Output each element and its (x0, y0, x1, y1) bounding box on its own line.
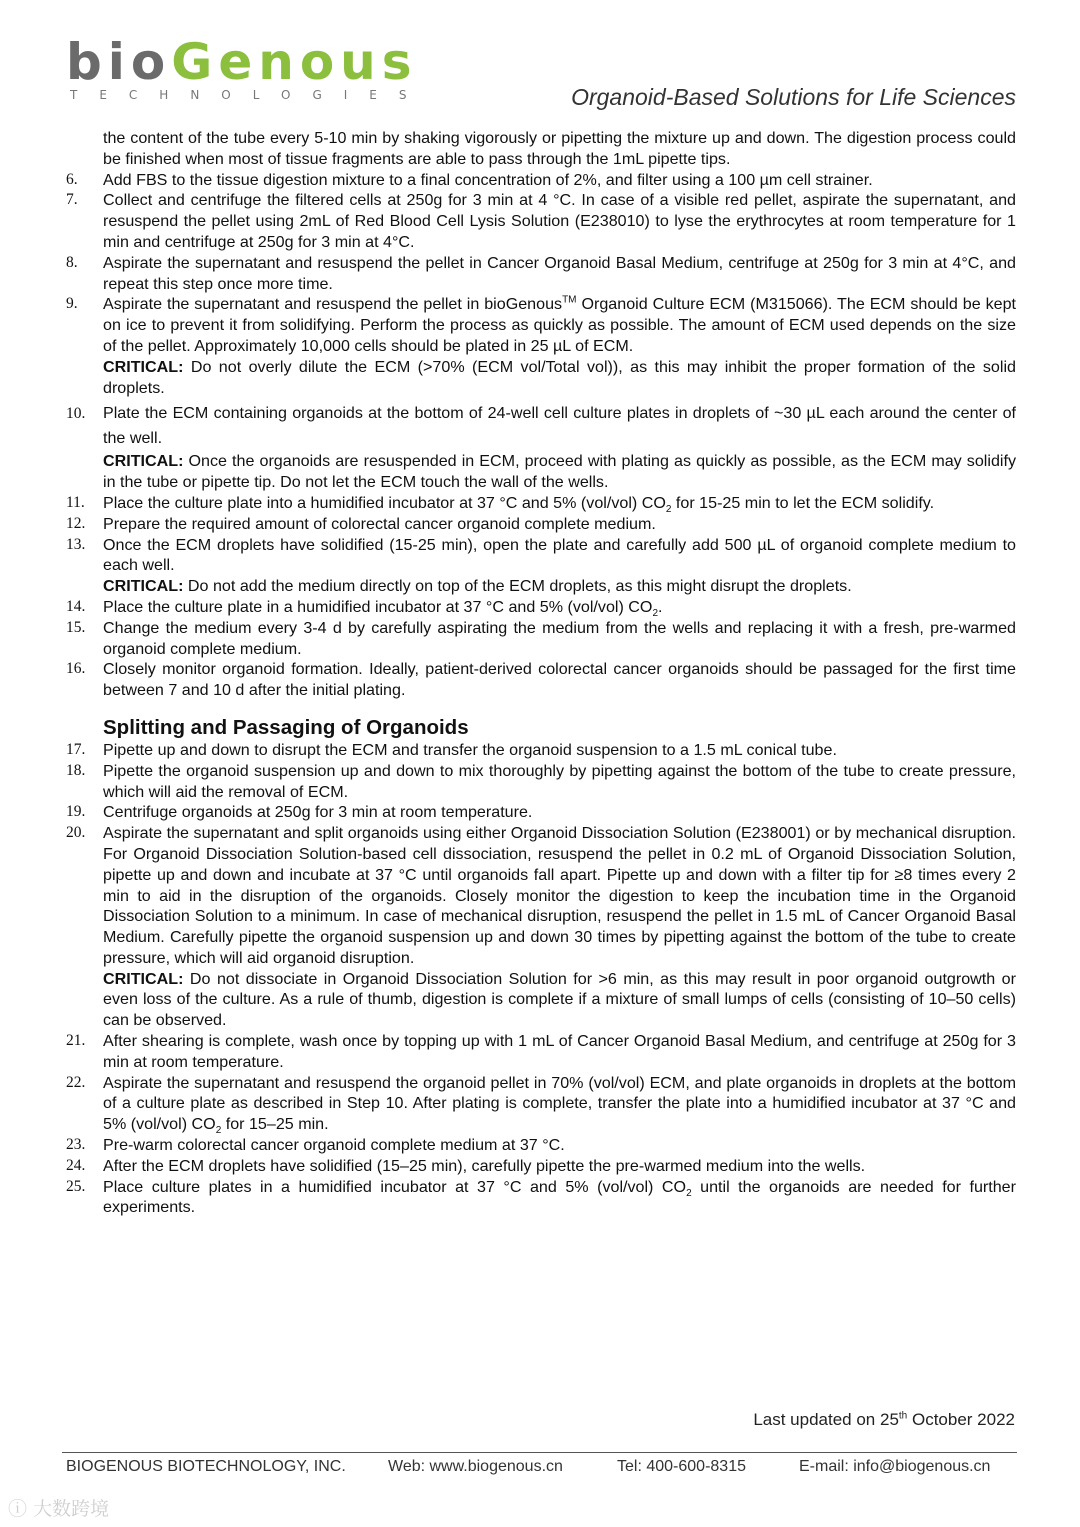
step-number: 9. (66, 295, 78, 313)
step-12 (66, 514, 1016, 535)
last-updated: Last updated on 25th October 2022 (753, 1410, 1015, 1429)
step-number: 15. (66, 618, 86, 636)
step-number: 22. (66, 1073, 86, 1091)
footer-email: E-mail: info@biogenous.cn (799, 1458, 991, 1475)
header-tagline: Organoid-Based Solutions for Life Sciences (571, 84, 1016, 110)
step-14 (66, 597, 1016, 618)
step-text: Pre-warm colorectal cancer organoid complete medium at 37 °C. (103, 1136, 565, 1155)
step-23 (66, 1135, 1016, 1156)
step-text: After the ECM droplets have solidified (15–25 min), carefully pipette the pre-warmed medium into the wells. (103, 1156, 866, 1175)
step-text: Aspirate the supernatant and resuspend the pellet in Cancer Organoid Basal Medium, centrifuge at 250g for 3 min at 4°C, and repeat this step once more time. (103, 253, 1016, 293)
step-number: 23. (66, 1136, 86, 1154)
step-20-critical: CRITICAL: Do not dissociate in Organoid Dissociation Solution for >6 min, as this may result in poor organoid outgrowth or even loss of the culture. As a rule of thumb, digestion is complete if a mixture of small lumps of cells (consisting of 10–50 cells) can be observed. (103, 969, 1016, 1030)
footer-company: BIOGENOUS BIOTECHNOLOGY, INC. (66, 1458, 346, 1475)
step-number: 11. (66, 493, 85, 511)
step-text: Collect and centrifuge the filtered cells at 250g for 3 min at 4 °C. In case of a visible red pellet, aspirate the supernatant, and resuspend the pellet using 2mL of Red Blood Cell Lysis Solution (E238010) to lyse the erythrocytes at room temperature for 1 min and centrifuge at 250g for 3 min at 4°C. (103, 191, 1016, 251)
step-number: 12. (66, 514, 86, 532)
step-7 (66, 190, 1016, 252)
step-text: Place the culture plate into a humidified incubator at 37 °C and 5% (vol/vol) $CO_2$ for 15-25 min to let the ECM solidify. (103, 493, 935, 516)
critical-label: CRITICAL: (103, 969, 184, 988)
step-text: Aspirate the supernatant and split organoids using either Organoid Dissociation Solution (E238001) or by mechanical disruption. For Organoid Dissociation Solution-based cell dissociation, resuspend the pellet in 0.2 mL of Organoid Dissociation Solution, pipette up and down and incubate at 37 °C until organoids fall apart. Pipette up and down with a filter tip for ≥8 times every 2 min to aid in the disruption of the organoids. Closely monitor the digestion to keep the incubation time in the Organoid Dissociation Solution to a minimum. In case of mechanical disruption, resuspend the pellet in 1.5 mL of Cancer Organoid Basal Medium. Carefully pipette the organoid suspension up and down 30 times by pipetting against the bottom of the tube to create pressure, which will aid organoid disruption. (103, 824, 1016, 967)
step-13-critical: CRITICAL: Do not add the medium directly on top of the ECM droplets, as this might disrupt the droplets. (103, 577, 852, 596)
protocol-body (66, 128, 1016, 1218)
step-6 (66, 170, 1016, 191)
step-text: Add FBS to the tissue digestion mixture to a final concentration of 2%, and filter using a 100 µm cell strainer. (103, 170, 873, 189)
step-10 (66, 401, 1016, 451)
step-number: 10. (66, 405, 86, 423)
step-21 (66, 1031, 1016, 1073)
step-15 (66, 618, 1016, 660)
critical-label: CRITICAL: (103, 357, 184, 376)
step-9-critical: CRITICAL: Do not overly dilute the ECM (>70% (ECM vol/Total vol)), as this may inhibit the proper formation of the solid droplets. (103, 357, 1016, 397)
watermark-logo-icon: ⓘ (8, 1498, 28, 1520)
step-number: 17. (66, 740, 86, 758)
footer-phone: Tel: 400-600-8315 (617, 1458, 746, 1475)
logo-subtitle: TECHNOLOGIES (70, 88, 429, 102)
step-13 (66, 535, 1016, 577)
step-text: Plate the ECM containing organoids at the bottom of 24-well cell culture plates in droplets of ~30 µL each around the center of the well. (103, 404, 1016, 448)
step-24 (66, 1156, 1016, 1177)
step-number: 14. (66, 597, 86, 615)
step-number: 13. (66, 535, 86, 553)
step-number: 7. (66, 191, 78, 209)
step-25 (66, 1177, 1016, 1219)
logo-wordmark: bioGenous (66, 33, 418, 91)
step-text: Pipette the organoid suspension up and down to mix thoroughly by pipetting against the bottom of the tube to create pressure, which will aid the removal of ECM. (103, 761, 1016, 801)
step-number: 20. (66, 824, 86, 842)
step-text: After shearing is complete, wash once by topping up with 1 mL of Cancer Organoid Basal Medium, and centrifuge at 250g for 3 min at room temperature. (103, 1032, 1016, 1071)
step-number: 8. (66, 253, 78, 271)
footer-website: Web: www.biogenous.cn (388, 1458, 563, 1475)
step-text: Once the ECM droplets have solidified (15-25 min), open the plate and carefully add 500 µL of organoid complete medium to each well. (103, 535, 1016, 575)
step-11 (66, 493, 1016, 514)
step-text: Aspirate the supernatant and resuspend the organoid pellet in 70% (vol/vol) ECM, and plate organoids in droplets at the bottom of a culture plate as described in Step 10. After plating is complete, transfer the plate into a humidified incubator at 37 °C and 5% (vol/vol) $CO_2$ for 15–25 min. (103, 1073, 1016, 1137)
critical-label: CRITICAL: (103, 577, 184, 596)
company-logo (66, 34, 428, 102)
step-number: 16. (66, 660, 86, 678)
watermark: ⓘ 大数跨境 (8, 1498, 110, 1520)
step-number: 19. (66, 803, 86, 821)
step-number: 24. (66, 1156, 86, 1174)
step-10-critical: CRITICAL: Once the organoids are resuspended in ECM, proceed with plating as quickly as possible, as the ECM may solidify in the tube or pipette tip. Do not let the ECM touch the wall of the wells. (103, 452, 1016, 492)
critical-label: CRITICAL: (103, 452, 184, 471)
step-number: 18. (66, 761, 86, 779)
step-9 (66, 294, 1016, 356)
step-number: 25. (66, 1177, 86, 1195)
step-18 (66, 761, 1016, 803)
section-heading: Splitting and Passaging of Organoids (103, 715, 469, 739)
step-17 (66, 740, 1016, 761)
step-5-continuation: the content of the tube every 5-10 min by shaking vigorously or pipetting the mixture up and down. The digestion process could be finished when most of tissue fragments are able to pass through the 1mL pipette tips. (103, 129, 1016, 168)
step-text: Place culture plates in a humidified incubator at 37 °C and 5% (vol/vol) $CO_2$ until the organoids are needed for further experiments. (103, 1177, 1016, 1217)
step-8 (66, 253, 1016, 295)
trademark-mark: TM (562, 295, 577, 307)
step-number: 21. (66, 1032, 86, 1050)
step-number: 6. (66, 170, 78, 188)
step-19 (66, 802, 1016, 823)
step-20 (66, 823, 1016, 969)
step-text: Pipette up and down to disrupt the ECM and transfer the organoid suspension to a 1.5 mL conical tube. (103, 740, 837, 759)
step-text: Centrifuge organoids at 250g for 3 min at room temperature. (103, 803, 533, 822)
footer-divider (62, 1452, 1017, 1453)
step-text: Prepare the required amount of colorectal cancer organoid complete medium. (103, 514, 656, 533)
step-text: Change the medium every 3-4 d by carefully aspirating the medium from the wells and replacing it with a fresh, pre-warmed organoid complete medium. (103, 618, 1016, 658)
step-22 (66, 1073, 1016, 1135)
step-16 (66, 659, 1016, 701)
step-text: Closely monitor organoid formation. Ideally, patient-derived colorectal cancer organoids should be passaged for the first time between 7 and 10 d after the initial plating. (103, 660, 1016, 700)
step-text: Place the culture plate in a humidified incubator at 37 °C and 5% (vol/vol) $CO_2$. (103, 597, 663, 620)
step-text: Aspirate the supernatant and resuspend the pellet in bioGenous™ Organoid Culture ECM (M315066). The ECM should be kept on ice to prevent it from solidifying. Perform the process as quickly as possible. The amount of ECM used depends on the size of the pellet. Approximately 10,000 cells should be plated in 25 µL of ECM. (103, 295, 1016, 355)
